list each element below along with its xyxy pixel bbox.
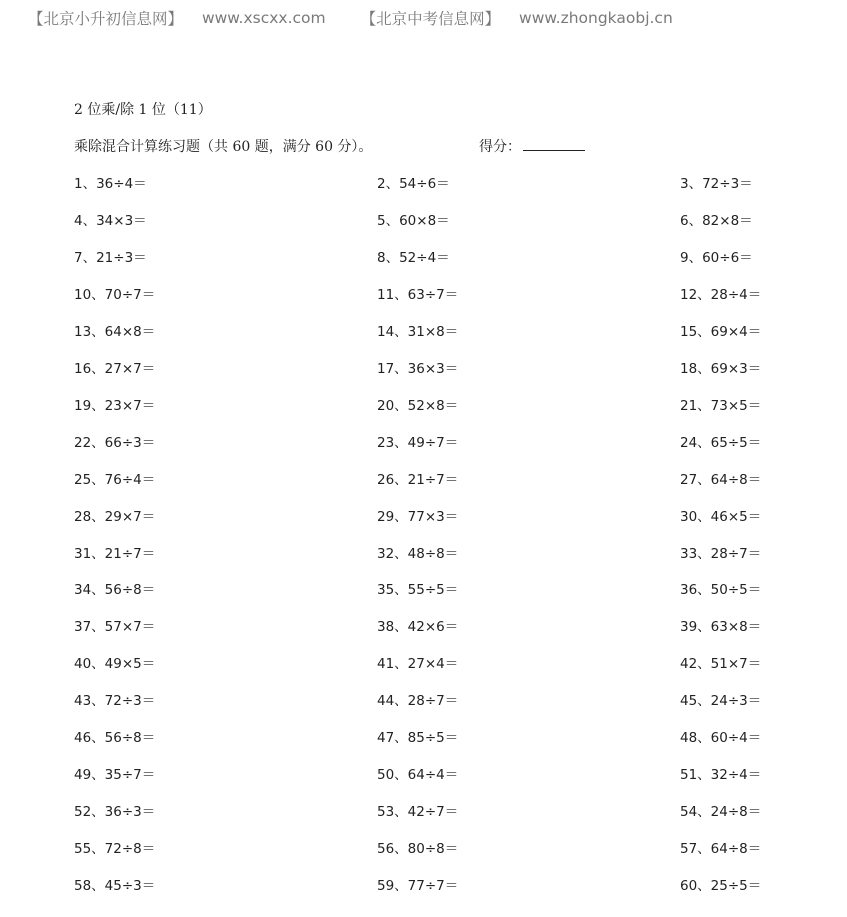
problem-item: 54、24÷8＝: [680, 804, 762, 821]
problem-item: 18、69×3＝: [680, 360, 762, 377]
problem-row: [74, 505, 794, 527]
problem-grid: [74, 172, 794, 912]
problem-row: [74, 652, 794, 674]
problem-item: 3、72÷3＝: [680, 176, 753, 192]
problem-item: 14、31×8＝: [377, 323, 459, 340]
problem-item: 17、36×3＝: [377, 360, 459, 377]
problem-item: 8、52÷4＝: [377, 249, 450, 266]
problem-row: [74, 726, 794, 748]
problem-item: 39、63×8＝: [680, 619, 762, 636]
problem-item: 13、64×8＝: [74, 323, 156, 340]
problem-item: 27、64÷8＝: [680, 471, 762, 488]
problem-item: 34、56÷8＝: [74, 582, 156, 599]
worksheet-instructions: 乘除混合计算练习题（共 60 题，满分 60 分）。: [74, 139, 373, 155]
problem-item: 42、51×7＝: [680, 656, 762, 673]
problem-item: 7、21÷3＝: [74, 249, 147, 266]
problem-row: [74, 837, 794, 859]
problem-row: [74, 209, 794, 231]
problem-item: 59、77÷7＝: [377, 878, 459, 895]
problem-row: [74, 763, 794, 785]
header-link-zhongkaobj[interactable]: www.zhongkaobj.cn: [519, 9, 673, 27]
problem-item: 10、70÷7＝: [74, 286, 156, 303]
problem-item: 12、28÷4＝: [680, 286, 762, 303]
header-label-primary-school: 【北京小升初信息网】: [28, 10, 184, 28]
problem-item: 47、85÷5＝: [377, 730, 459, 747]
problem-row: [74, 468, 794, 490]
problem-item: 50、64÷4＝: [377, 767, 459, 784]
problem-item: 31、21÷7＝: [74, 545, 156, 562]
problem-row: [74, 578, 794, 600]
problem-row: [74, 689, 794, 711]
problem-item: 41、27×4＝: [377, 656, 459, 673]
problem-item: 19、23×7＝: [74, 397, 156, 414]
problem-item: 43、72÷3＝: [74, 693, 156, 710]
problem-item: 55、72÷8＝: [74, 841, 156, 858]
problem-item: 6、82×8＝: [680, 212, 753, 229]
problem-row: [74, 394, 794, 416]
problem-item: 25、76÷4＝: [74, 471, 156, 488]
problem-item: 57、64÷8＝: [680, 841, 762, 858]
problem-item: 40、49×5＝: [74, 656, 156, 673]
problem-item: 49、35÷7＝: [74, 767, 156, 784]
problem-item: 22、66÷3＝: [74, 434, 156, 451]
problem-item: 4、34×3＝: [74, 212, 147, 229]
problem-item: 58、45÷3＝: [74, 878, 156, 895]
problem-item: 37、57×7＝: [74, 619, 156, 636]
problem-item: 56、80÷8＝: [377, 841, 459, 858]
problem-item: 30、46×5＝: [680, 508, 762, 525]
header-label-middle-school: 【北京中考信息网】: [360, 10, 501, 28]
problem-row: [74, 320, 794, 342]
problem-item: 28、29×7＝: [74, 508, 156, 525]
problem-item: 11、63÷7＝: [377, 286, 459, 303]
problem-item: 21、73×5＝: [680, 397, 762, 414]
problem-item: 46、56÷8＝: [74, 730, 156, 747]
problem-row: [74, 357, 794, 379]
problem-item: 52、36÷3＝: [74, 804, 156, 821]
problem-item: 29、77×3＝: [377, 508, 459, 525]
page-header: [28, 7, 673, 31]
problem-item: 23、49÷7＝: [377, 434, 459, 451]
score-blank-line: [523, 136, 585, 151]
problem-row: [74, 874, 794, 896]
score-label: 得分：: [479, 139, 521, 155]
problem-row: [74, 246, 794, 268]
problem-item: 9、60÷6＝: [680, 249, 753, 266]
worksheet-title: 2 位乘/除 1 位（11）: [74, 102, 212, 118]
problem-item: 60、25÷5＝: [680, 878, 762, 895]
header-link-xscxx[interactable]: www.xscxx.com: [201, 9, 326, 27]
problem-item: 16、27×7＝: [74, 360, 156, 377]
problem-row: [74, 542, 794, 564]
problem-row: [74, 800, 794, 822]
problem-item: 2、54÷6＝: [377, 176, 450, 192]
problem-item: 45、24÷3＝: [680, 693, 762, 710]
problem-item: 20、52×8＝: [377, 397, 459, 414]
problem-item: 44、28÷7＝: [377, 693, 459, 710]
problem-item: 1、36÷4＝: [74, 176, 147, 192]
problem-row: [74, 431, 794, 453]
problem-row: [74, 172, 794, 194]
problem-item: 53、42÷7＝: [377, 804, 459, 821]
problem-item: 51、32÷4＝: [680, 767, 762, 784]
problem-item: 32、48÷8＝: [377, 545, 459, 562]
problem-item: 36、50÷5＝: [680, 582, 762, 599]
problem-item: 5、60×8＝: [377, 212, 450, 229]
problem-item: 15、69×4＝: [680, 323, 762, 340]
problem-item: 24、65÷5＝: [680, 434, 762, 451]
score-field: [479, 136, 585, 156]
problem-item: 33、28÷7＝: [680, 545, 762, 562]
problem-row: [74, 283, 794, 305]
problem-item: 35、55÷5＝: [377, 582, 459, 599]
problem-row: [74, 615, 794, 637]
problem-item: 48、60÷4＝: [680, 730, 762, 747]
problem-item: 26、21÷7＝: [377, 471, 459, 488]
problem-item: 38、42×6＝: [377, 619, 459, 636]
